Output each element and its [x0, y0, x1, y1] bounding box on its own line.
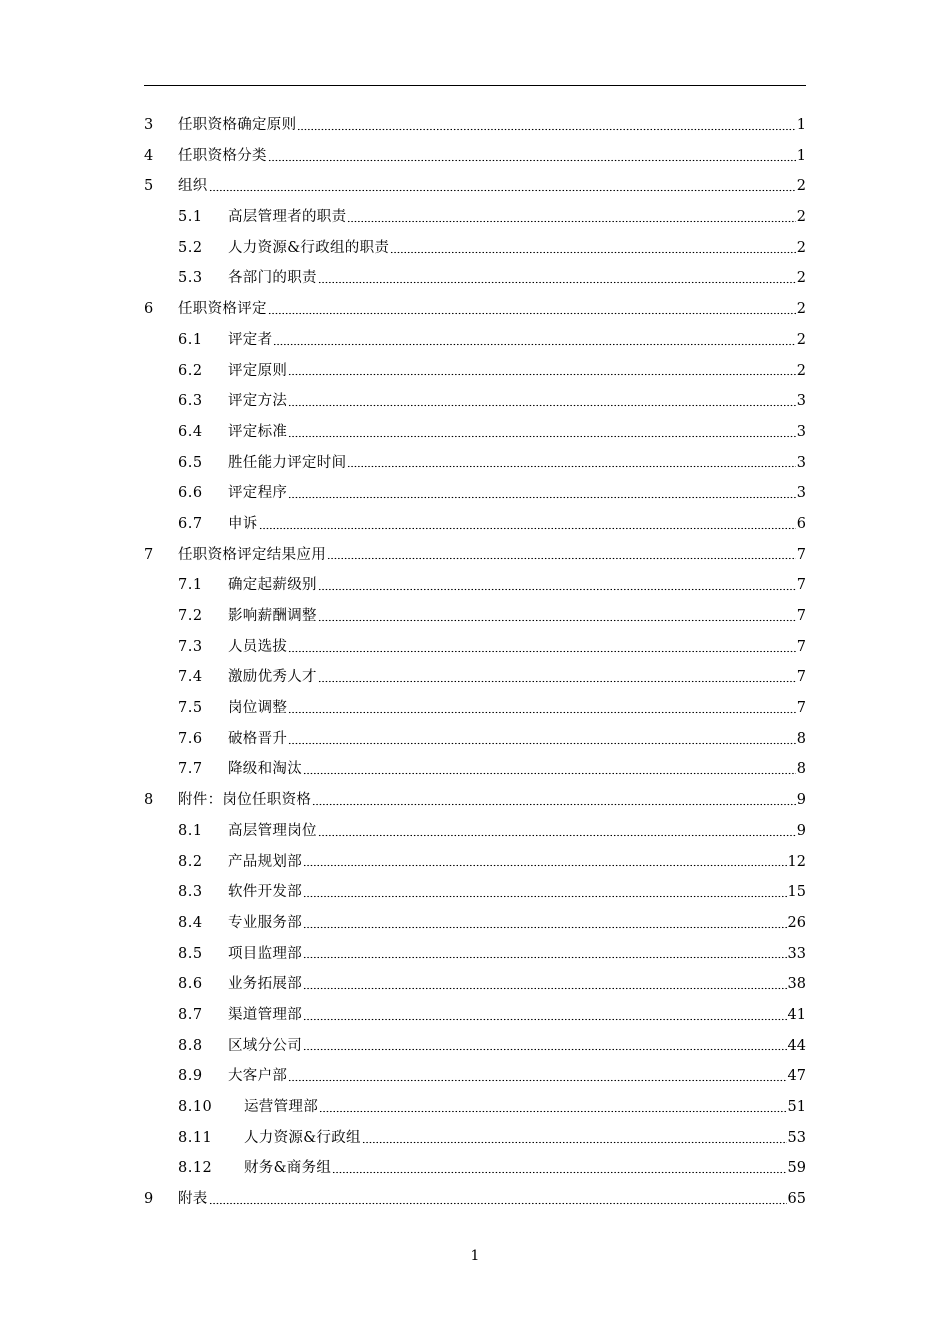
toc-entry-title: 项目监理部: [228, 945, 302, 962]
toc-entry-number: 6.3: [178, 393, 203, 410]
toc-entry-title: 组织: [178, 178, 208, 195]
toc-entry-number: 8.3: [178, 884, 203, 901]
toc-entry-number: 7: [144, 546, 154, 563]
toc-dot-leader: [303, 890, 787, 904]
toc-entry[interactable]: [144, 356, 806, 387]
toc-dot-leader: [347, 460, 795, 474]
toc-entry-number: 3: [144, 117, 154, 133]
toc-entry-page: 7: [796, 608, 806, 624]
toc-entry-number: 6.7: [178, 515, 203, 532]
toc-entry[interactable]: [144, 171, 806, 202]
toc-entry-number: 4: [144, 147, 154, 164]
toc-entry-title: 降级和淘汰: [228, 761, 302, 778]
toc-entry[interactable]: [144, 233, 806, 264]
page-number: 1: [470, 1248, 480, 1264]
toc-dot-leader: [288, 491, 796, 505]
toc-entry-title: 评定程序: [228, 485, 288, 502]
toc-entry-number: 5.3: [178, 270, 203, 287]
toc-entry[interactable]: [144, 847, 806, 878]
toc-dot-leader: [318, 276, 796, 290]
toc-entry[interactable]: [144, 877, 806, 908]
table-of-contents: [144, 110, 806, 1215]
toc-entry-number: 9: [144, 1191, 154, 1208]
toc-dot-leader: [327, 552, 796, 566]
toc-dot-leader: [362, 1135, 787, 1149]
toc-entry[interactable]: [144, 1153, 806, 1184]
toc-dot-leader: [209, 184, 796, 198]
toc-entry[interactable]: [144, 969, 806, 1000]
toc-dot-leader: [303, 859, 787, 873]
toc-dot-leader: [303, 767, 796, 781]
toc-entry-number: 8.6: [178, 976, 203, 993]
toc-entry-number: 7.3: [178, 638, 203, 655]
toc-entry[interactable]: [144, 1123, 806, 1154]
toc-dot-leader: [209, 1196, 787, 1210]
toc-entry-page: 2: [796, 331, 806, 348]
header-rule: [144, 85, 806, 86]
toc-entry-title: 附件：岗位任职资格: [178, 792, 312, 809]
toc-entry-title: 业务拓展部: [228, 976, 302, 993]
toc-entry-title: 渠道管理部: [228, 1006, 302, 1023]
toc-entry-page: 65: [787, 1191, 806, 1208]
toc-entry-title: 评定方法: [228, 393, 288, 410]
toc-entry-number: 5: [144, 178, 154, 195]
toc-dot-leader: [268, 153, 796, 167]
toc-entry-page: 7: [796, 546, 806, 563]
toc-entry-title: 激励优秀人才: [228, 669, 317, 686]
toc-entry-number: 7.6: [178, 730, 203, 747]
toc-entry[interactable]: [144, 1092, 806, 1123]
toc-entry[interactable]: [144, 509, 806, 540]
toc-entry-title: 任职资格确定原则: [178, 117, 297, 133]
toc-entry-title: 专业服务部: [228, 914, 302, 931]
toc-entry-page: 7: [796, 669, 806, 686]
toc-entry[interactable]: [144, 478, 806, 509]
toc-entry-title: 任职资格评定结果应用: [178, 546, 326, 563]
toc-entry-title: 人员选拔: [228, 638, 288, 655]
toc-entry-page: 15: [787, 884, 806, 901]
toc-entry-page: 3: [796, 454, 806, 471]
toc-dot-leader: [303, 982, 787, 996]
toc-entry-number: 7.4: [178, 669, 203, 686]
toc-entry-title: 破格晋升: [228, 730, 288, 747]
toc-dot-leader: [288, 644, 796, 658]
toc-entry-page: 2: [796, 209, 806, 226]
toc-entry[interactable]: [144, 417, 806, 448]
toc-entry-title: 岗位调整: [228, 700, 288, 717]
toc-entry-page: 26: [787, 914, 806, 931]
toc-entry-number: 7.2: [178, 608, 203, 624]
toc-entry-page: 8: [796, 730, 806, 747]
toc-entry-title: 大客户部: [228, 1068, 288, 1085]
toc-entry[interactable]: [144, 448, 806, 479]
toc-entry-title: 评定标准: [228, 423, 288, 440]
toc-entry-page: 3: [796, 423, 806, 440]
toc-entry-number: 6.6: [178, 485, 203, 502]
toc-entry-page: 7: [796, 577, 806, 594]
toc-entry-number: 6.1: [178, 331, 203, 348]
toc-dot-leader: [288, 429, 796, 443]
toc-entry-page: 59: [787, 1160, 806, 1177]
toc-dot-leader: [318, 675, 796, 689]
toc-entry-title: 评定者: [228, 331, 273, 348]
toc-entry-title: 任职资格分类: [178, 147, 267, 164]
toc-entry-page: 7: [796, 700, 806, 717]
toc-entry[interactable]: [144, 1031, 806, 1062]
toc-dot-leader: [288, 399, 796, 413]
toc-entry-number: 7.5: [178, 700, 203, 717]
toc-entry-number: 6.5: [178, 454, 203, 471]
toc-entry-number: 6.4: [178, 423, 203, 440]
toc-entry-title: 评定原则: [228, 362, 288, 379]
toc-entry-title: 人力资源&行政组的职责: [228, 239, 390, 256]
toc-entry[interactable]: [144, 939, 806, 970]
toc-entry-title: 软件开发部: [228, 884, 302, 901]
toc-entry-number: 8.9: [178, 1068, 203, 1085]
toc-dot-leader: [288, 705, 796, 719]
toc-entry-page: 9: [796, 822, 806, 839]
toc-entry-title: 财务&商务组: [244, 1160, 332, 1177]
toc-entry-number: 8.1: [178, 822, 203, 839]
toc-entry-page: 51: [787, 1099, 806, 1115]
toc-entry-number: 7.7: [178, 761, 203, 778]
toc-entry[interactable]: [144, 632, 806, 663]
toc-entry-page: 38: [787, 976, 806, 993]
toc-dot-leader: [332, 1166, 786, 1180]
toc-entry-number: 8.5: [178, 945, 203, 962]
toc-entry-page: 2: [796, 178, 806, 195]
toc-entry-page: 9: [796, 792, 806, 809]
toc-dot-leader: [297, 122, 795, 136]
toc-entry-number: 8.7: [178, 1006, 203, 1023]
toc-dot-leader: [318, 583, 796, 597]
toc-dot-leader: [303, 1043, 787, 1057]
toc-entry[interactable]: [144, 693, 806, 724]
toc-entry-page: 1: [796, 117, 806, 133]
toc-entry-number: 7.1: [178, 577, 203, 594]
toc-entry-number: 8.10: [178, 1099, 213, 1115]
toc-entry-page: 7: [796, 638, 806, 655]
toc-dot-leader: [268, 306, 796, 320]
toc-entry-title: 申诉: [228, 515, 258, 532]
toc-entry-title: 产品规划部: [228, 853, 302, 870]
toc-dot-leader: [347, 214, 795, 228]
toc-entry-page: 44: [787, 1037, 806, 1054]
toc-entry[interactable]: [144, 386, 806, 417]
toc-entry-number: 8.2: [178, 853, 203, 870]
toc-entry[interactable]: [144, 141, 806, 172]
toc-dot-leader: [288, 1074, 786, 1088]
toc-dot-leader: [319, 1104, 787, 1118]
toc-entry-number: 6: [144, 301, 154, 318]
toc-entry-page: 53: [787, 1129, 806, 1146]
toc-entry[interactable]: [144, 816, 806, 847]
toc-entry-page: 2: [796, 362, 806, 379]
toc-dot-leader: [288, 736, 796, 750]
toc-entry-page: 2: [796, 239, 806, 256]
toc-entry-number: 8.8: [178, 1037, 203, 1054]
toc-dot-leader: [273, 337, 795, 351]
toc-entry[interactable]: [144, 785, 806, 816]
toc-dot-leader: [318, 828, 796, 842]
toc-entry[interactable]: [144, 202, 806, 233]
toc-entry-page: 1: [796, 147, 806, 164]
toc-entry[interactable]: [144, 724, 806, 755]
toc-entry-page: 6: [796, 515, 806, 532]
toc-entry-number: 8.12: [178, 1160, 213, 1177]
toc-entry-title: 影响薪酬调整: [228, 608, 317, 624]
toc-entry-title: 附表: [178, 1191, 208, 1208]
toc-entry[interactable]: [144, 908, 806, 939]
toc-entry-page: 47: [787, 1068, 806, 1085]
toc-entry-title: 任职资格评定: [178, 301, 267, 318]
toc-entry-number: 5.2: [178, 239, 203, 256]
toc-entry-number: 8: [144, 792, 154, 809]
toc-entry-number: 8.11: [178, 1129, 213, 1146]
toc-entry-page: 41: [787, 1006, 806, 1023]
toc-dot-leader: [312, 797, 796, 811]
toc-entry-page: 2: [796, 301, 806, 318]
toc-entry-title: 确定起薪级别: [228, 577, 317, 594]
toc-entry-page: 3: [796, 393, 806, 410]
toc-entry-title: 高层管理者的职责: [228, 209, 347, 226]
toc-entry-title: 胜任能力评定时间: [228, 454, 347, 471]
toc-dot-leader: [390, 245, 796, 259]
toc-entry[interactable]: [144, 294, 806, 325]
toc-entry[interactable]: [144, 1184, 806, 1215]
toc-entry[interactable]: [144, 662, 806, 693]
toc-dot-leader: [318, 613, 796, 627]
toc-entry[interactable]: [144, 754, 806, 785]
toc-dot-leader: [259, 521, 796, 535]
toc-entry-page: 12: [787, 853, 806, 870]
toc-entry-page: 3: [796, 485, 806, 502]
toc-entry-title: 高层管理岗位: [228, 822, 317, 839]
toc-entry[interactable]: [144, 1061, 806, 1092]
toc-dot-leader: [288, 368, 796, 382]
toc-dot-leader: [303, 951, 787, 965]
toc-entry[interactable]: [144, 325, 806, 356]
toc-entry[interactable]: [144, 540, 806, 571]
toc-entry-number: 5.1: [178, 209, 203, 226]
toc-entry-page: 8: [796, 761, 806, 778]
toc-entry-title: 各部门的职责: [228, 270, 317, 287]
toc-entry[interactable]: [144, 570, 806, 601]
toc-entry-number: 6.2: [178, 362, 203, 379]
toc-entry[interactable]: [144, 1000, 806, 1031]
toc-entry-title: 区域分公司: [228, 1037, 302, 1054]
toc-dot-leader: [303, 1012, 787, 1026]
toc-dot-leader: [303, 920, 787, 934]
toc-entry[interactable]: [144, 601, 806, 632]
toc-entry-page: 2: [796, 270, 806, 287]
toc-entry[interactable]: [144, 263, 806, 294]
toc-entry-title: 运营管理部: [244, 1099, 318, 1115]
toc-entry-number: 8.4: [178, 914, 203, 931]
toc-entry-page: 33: [787, 945, 806, 962]
toc-entry[interactable]: [144, 110, 806, 141]
toc-entry-title: 人力资源&行政组: [244, 1129, 361, 1146]
